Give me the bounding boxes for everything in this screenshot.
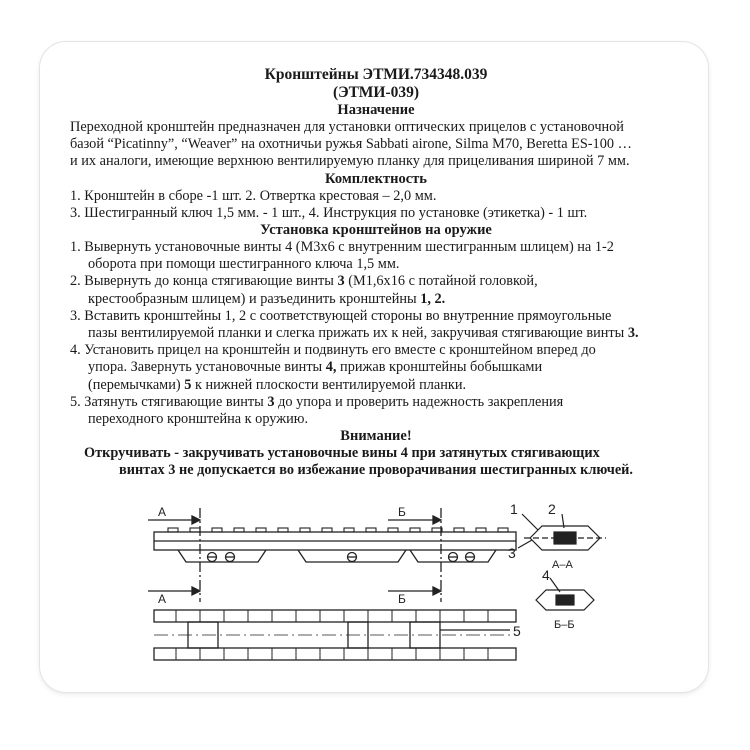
step-1-line-1: 1. Вывернуть установочные винты 4 (М3х6 с внутренним шестигранным шлицем) на 1-2	[70, 239, 614, 256]
callout-1: 1	[510, 501, 518, 517]
section-bb-label: Б–Б	[554, 619, 575, 631]
step-2-line-2: крестообразным шлицем) и разъединить кронштейны 1, 2.	[88, 290, 446, 307]
warning-heading: Внимание!	[340, 428, 412, 445]
callout-2: 2	[548, 501, 556, 517]
section-a-label-top: А	[158, 505, 167, 519]
kit-heading: Комплектность	[325, 170, 427, 187]
section-b-label-top: Б	[398, 505, 406, 519]
step-4-line-2: упора. Завернуть установочные винты 4, прижав кронштейны бобышками	[88, 359, 543, 376]
document-title: Кронштейны ЭТМИ.734348.039	[264, 66, 488, 83]
step-4-line-3: (перемычками) 5 к нижней плоскости вентилируемой планки.	[88, 376, 467, 393]
install-heading: Установка кронштейнов на оружие	[260, 222, 492, 239]
warning-line-1: Откручивать - закручивать установочные вины 4 при затянутых стягивающих	[84, 445, 600, 462]
cross-section-drawing	[508, 500, 618, 640]
step-1-line-2: оборота при помощи шестигранного ключа 1,5 мм.	[88, 256, 400, 273]
step-5-line-2: переходного кронштейна к оружию.	[88, 411, 309, 428]
warning-line-2: винтах 3 не допускается во избежание проворачивания шестигранных ключей.	[119, 462, 633, 479]
step-3-line-2: пазы вентилируемой планки и слегка прижать их к ней, закручивая стягивающие винты 3.	[88, 325, 639, 342]
kit-line-1: 1. Кронштейн в сборе -1 шт. 2. Отвертка крестовая – 2,0 мм.	[70, 187, 437, 204]
step-5-line-1: 5. Затянуть стягивающие винты 3 до упора и проверить надежность закрепления	[70, 393, 564, 410]
section-a-label-bottom: А	[158, 592, 167, 606]
kit-line-2: 3. Шестигранный ключ 1,5 мм. - 1 шт., 4. Инструкция по установке (этикетка) - 1 шт.	[70, 204, 588, 221]
callout-4: 4	[542, 567, 550, 583]
callout-3: 3	[508, 545, 516, 561]
purpose-heading: Назначение	[337, 102, 415, 118]
purpose-line-3: и их аналоги, имеющие верхнюю вентилируемую планку для прицеливания шириной 7 мм.	[70, 153, 630, 170]
step-2-line-1: 2. Вывернуть до конца стягивающие винты 3 (М1,6х16 с потайной головкой,	[70, 273, 538, 290]
document-subtitle: (ЭТМИ-039)	[332, 84, 420, 101]
purpose-line-2: базой “Picatinny”, “Weaver” на охотничьи ружья Sabbati airone, Silma M70, Beretta ES-100 …	[70, 136, 632, 153]
section-aa-label: А–А	[552, 559, 573, 571]
instruction-document	[70, 66, 682, 480]
step-3-line-1: 3. Вставить кронштейны 1, 2 с соответствующей стороны во внутренние прямоугольные	[70, 307, 612, 324]
section-b-label-bottom: Б	[398, 592, 406, 606]
callout-5: 5	[513, 623, 521, 639]
purpose-line-1: Переходной кронштейн предназначен для установки оптических прицелов с установочной	[70, 119, 624, 135]
step-4-line-1: 4. Установить прицел на кронштейн и подвинуть его вместе с кронштейном вперед до	[70, 342, 596, 359]
